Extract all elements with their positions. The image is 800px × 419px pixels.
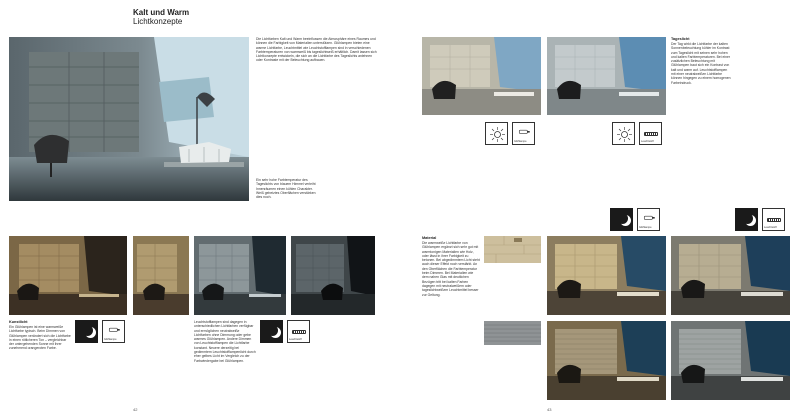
daylight-photo-2 <box>547 37 666 115</box>
hero-caption: Ein sehr hohe Farbtemperatur des Tageslichts von blauem Himmel verleiht Innenräumen einen kühlen Charakter. Weiß gebeiztes Oberflächen verstärken dies noch. <box>256 178 316 200</box>
page-number-left: 42 <box>133 407 138 412</box>
icon-label: Leuchtstoff <box>289 338 302 341</box>
tube-icon <box>292 330 306 334</box>
bulb-icon <box>517 127 532 139</box>
tube-icon <box>644 132 658 136</box>
stone-swatch <box>484 321 541 345</box>
daylight-icon-box <box>485 122 508 145</box>
moon-icon <box>617 213 628 224</box>
fluorescent-icon-box <box>287 320 310 343</box>
moon-icon <box>267 325 278 336</box>
icon-label: Glühlampe <box>639 226 652 229</box>
daylight-photo-1 <box>422 37 541 115</box>
moon-icon <box>742 213 753 224</box>
material-text: Die warmweiße Lichtfarbe von Glühlampen ergänzt sich sehr gut mit warmtonigen Materialien wie Holz, oder lässt in ihrer Farbigkeit zu betonen. Bei abgedimmtem Licht steht auch dieser Effekt noch verstärkt. An den Oberflächen die Farbtemperatur beim Dimmen. Bei Materialien wie dem nahen Glas mit deutlichen Bezügen tritt bei kalten Farben dagegen mit neutralweißem oder tageslichtweißem Leuchtmittel besser zur Geltung. <box>422 241 480 297</box>
tageslicht-heading: Tageslicht <box>671 37 690 41</box>
bulb-icon <box>107 325 122 337</box>
warm-room-photo-1 <box>9 236 127 315</box>
fluorescent-icon-box <box>639 122 662 145</box>
tube-icon <box>767 218 781 222</box>
neutral-room-photo-1 <box>194 236 286 315</box>
page-title: Kalt und Warm <box>133 8 190 17</box>
sun-icon <box>617 127 632 142</box>
moon-icon-box <box>260 320 283 343</box>
hero-photo <box>9 37 249 201</box>
incandescent-icon-box <box>637 208 660 231</box>
page-subtitle: Lichtkonzepte <box>133 17 183 26</box>
icon-label: Glühlampe <box>104 338 117 341</box>
incandescent-icon-box <box>102 320 125 343</box>
neutral-room-photo-2 <box>291 236 375 315</box>
bulb-icon <box>642 213 657 225</box>
moon-icon <box>82 325 93 336</box>
tageslicht-text: Der Tag wirkt die Lichtfarbe der kalten Sonnenbeleuchtung kühler im Kontrast zum Tageslicht mit seinen sehr hohen und kalten Farbtemperaturen. Bei einer zusätzlichen Beleuchtung mit Glühlampen baut sich ein Kontrast von kalt und warm auf. Leuchtstofflampen mit einer neutralweißen Lichtfarbe können hingegen zu einem homogenen Farbeindruck. <box>671 42 731 85</box>
intro-text: Die Lichtfarben Kalt und Warm beeinflussen die Atmosphäre eines Raumes und können die Farbigkeit von Materialien unterstützen. Glühlampen bieten eine warme Lichtfarbe, Leuchtmittel wie Leuchtstofflampen sind in verschiedenen Farbtemperaturen von warmweiß bis tageslichtweiß erhältlich. Damit lassen sich Lichtkonzepte entwickeln, die sich an die Lichtfarbe des Tageslichts anlehnen oder Kontraste mit der Beleuchtung aufbauen. <box>256 37 377 63</box>
kunstlicht-heading: Kunstlicht <box>9 320 28 324</box>
warm-room-photo-2 <box>133 236 189 315</box>
sun-icon <box>490 127 505 142</box>
fluorescent-icon-box <box>762 208 785 231</box>
moon-icon-box <box>75 320 98 343</box>
material-cool-photo-1 <box>547 321 666 400</box>
moon-icon-box <box>735 208 758 231</box>
incandescent-icon-box <box>512 122 535 145</box>
page-number-right: 43 <box>547 407 552 412</box>
material-heading: Material <box>422 236 437 240</box>
icon-label: Leuchtstoff <box>764 226 777 229</box>
material-warm-photo-1 <box>547 236 666 315</box>
moon-icon-box <box>610 208 633 231</box>
material-warm-photo-2 <box>671 236 790 315</box>
wood-swatch <box>484 236 541 263</box>
material-cool-photo-2 <box>671 321 790 400</box>
daylight-icon-box <box>612 122 635 145</box>
icon-label: Glühlampe <box>514 140 527 143</box>
leucht-text: Leuchtstofflampen sind dagegen in unterschiedlichen Lichtfarben verfügbar und ermöglichen neutralweiße Lichtfarben ohne Dimmung oder gebe warmes Glühlampen. Andere Dimmen von Leuchtstofflampen die Lichtfarbe konstant. Neuere derzeitig bei gedimmtem Leuchtstofflampenlicht durch eher gelbes Licht im Vergleich zu der Farbwiedergabe bei Glühlampen. <box>194 320 256 363</box>
icon-label: Leuchtstoff <box>641 140 654 143</box>
kunstlicht-text: Ein Glühlampen ist eine warmweiße Lichtfarbe typisch. Beim Dimmen von Glühlampen verändert sich die Lichtfarbe in einen rötlicheren Ton – vergleichbar der untergehenden Sonne mit ihrer zunehmend orangeroten Farbe. <box>9 325 71 351</box>
